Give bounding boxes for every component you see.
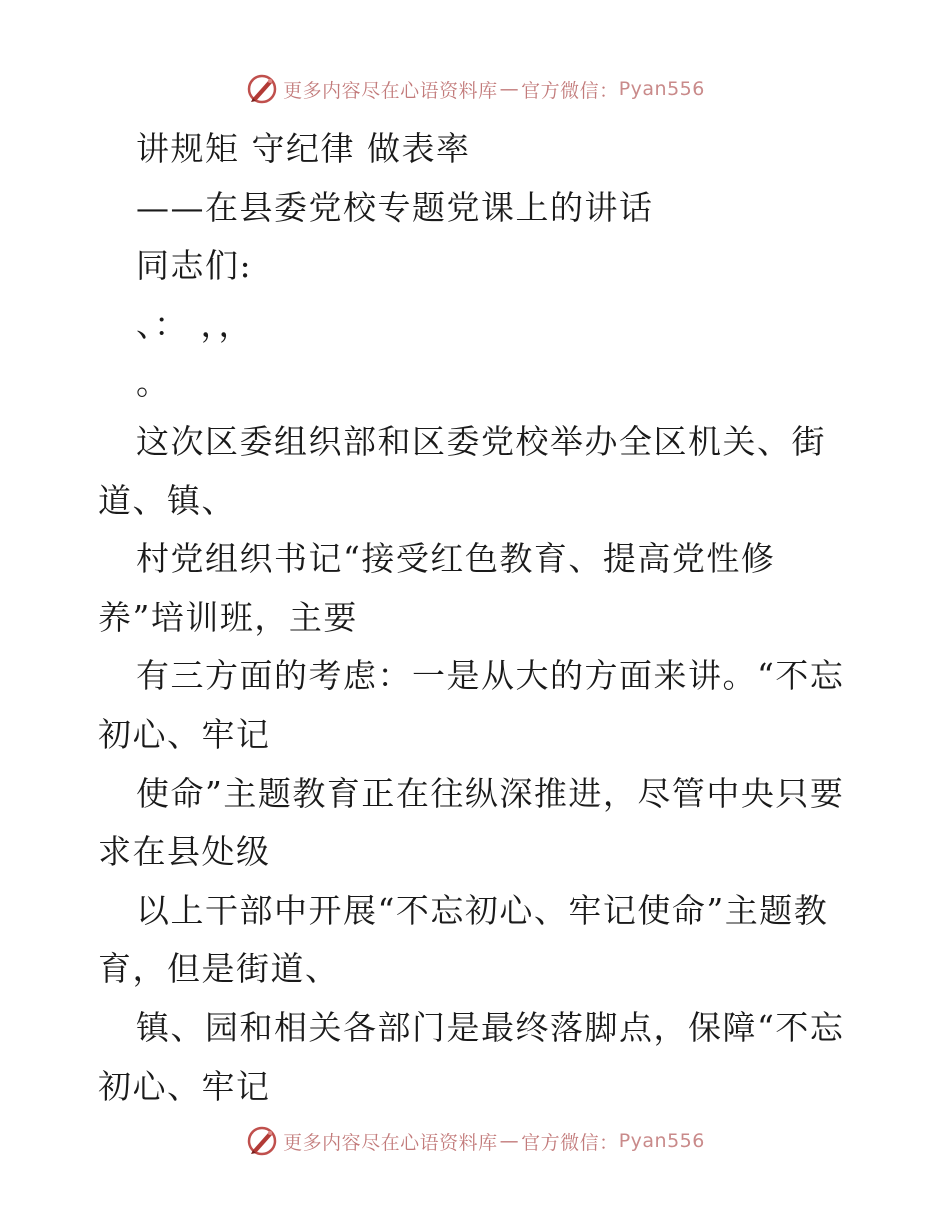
watermark-handle: Pyan556 — [618, 1130, 705, 1152]
watermark-label: 官方微信： — [521, 79, 619, 102]
text-line: 有三方面的考虑：一是从大的方面来讲。“不忘 — [136, 656, 845, 696]
text-line: 养”培训班，主要 — [98, 597, 358, 637]
salutation: 同志们: — [136, 246, 253, 286]
document-subtitle: ——在县委党校专题党课上的讲话 — [136, 187, 654, 227]
text-line: 以上干部中开展“不忘初心、牢记使命”主题教 — [136, 890, 829, 930]
watermark-label: 官方微信： — [521, 1131, 619, 1154]
watermark-separator: — — [499, 78, 520, 100]
document-title: 讲规矩 守纪律 做表率 — [136, 129, 471, 168]
watermark-separator: — — [499, 1130, 520, 1152]
pen-circle-logo-icon — [245, 1124, 279, 1158]
text-line: 初心、牢记 — [98, 714, 271, 754]
text-line: 这次区委组织部和区委党校举办全区机关、街 — [136, 421, 826, 461]
text-line: 道、镇、 — [98, 480, 236, 520]
text-line: 使命”主题教育正在往纵深推进，尽管中央只要 — [136, 773, 845, 813]
document-body — [98, 120, 858, 1116]
text-line: 。 — [136, 363, 171, 403]
watermark-text: 更多内容尽在心语资料库 — [283, 79, 498, 102]
text-line: 育，但是街道、 — [98, 949, 340, 989]
text-line: 镇、园和相关各部门是最终落脚点，保障“不忘 — [136, 1007, 845, 1047]
text-line: 初心、牢记 — [98, 1066, 271, 1106]
text-line: 村党组织书记“接受红色教育、提高党性修 — [136, 539, 776, 579]
header-watermark — [0, 72, 950, 106]
watermark-text: 更多内容尽在心语资料库 — [283, 1131, 498, 1154]
watermark-handle: Pyan556 — [618, 78, 705, 100]
pen-circle-logo-icon — [245, 72, 279, 106]
text-line: 、： ，， — [136, 304, 253, 344]
footer-watermark — [0, 1124, 950, 1158]
text-line: 求在县处级 — [98, 832, 271, 872]
